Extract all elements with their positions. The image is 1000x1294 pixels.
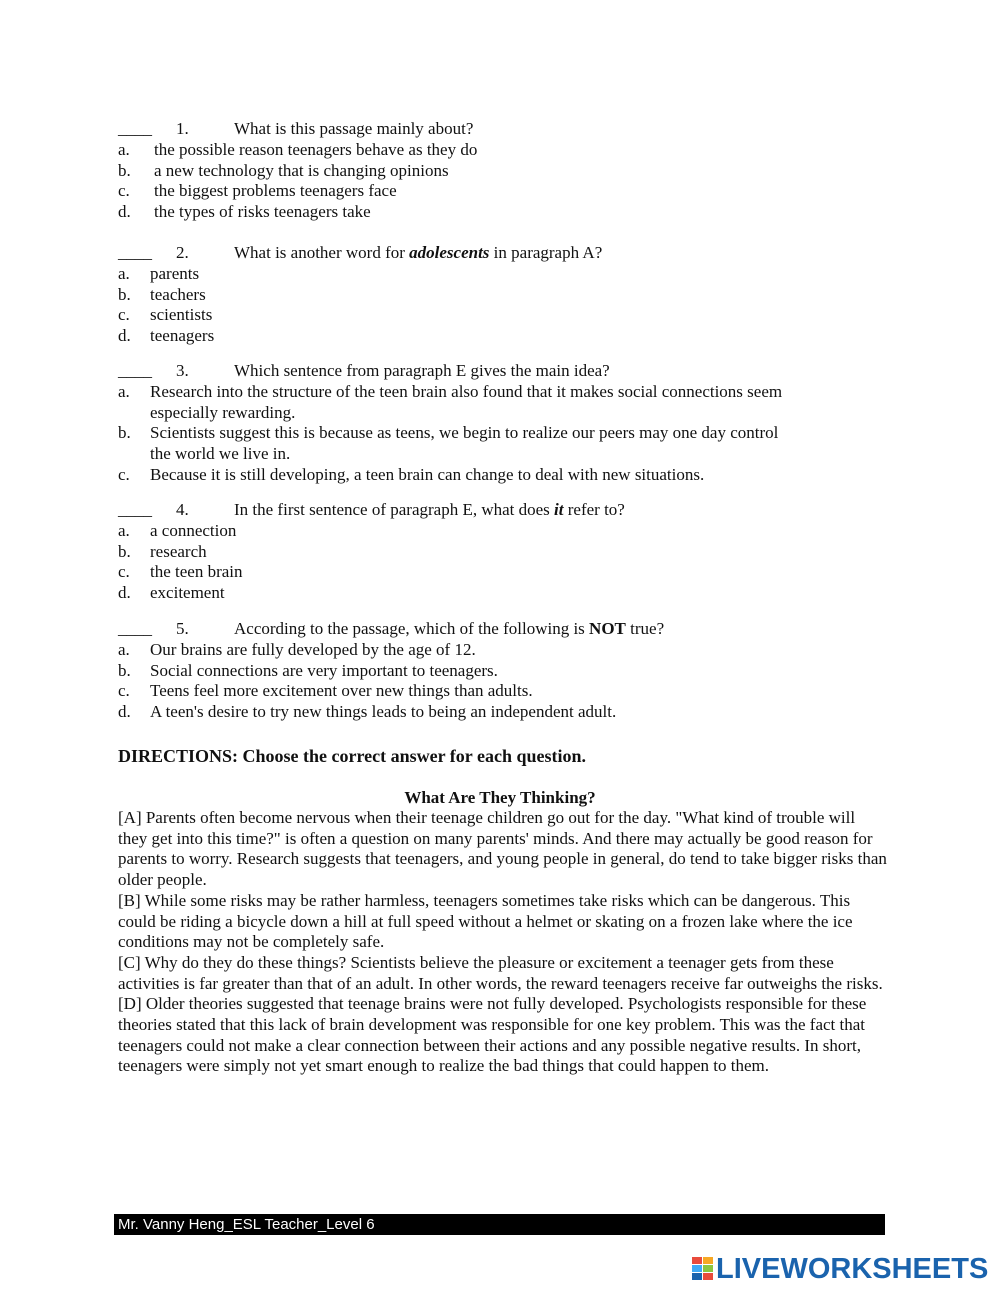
- option-letter: a.: [118, 140, 130, 159]
- paragraph-d: [D] Older theories suggested that teenage brains were not fully developed. Psychologists responsible for these theories stated that this lack of brain development was responsible for one key problem. This was the fact that teenagers could not make a clear connection between their actions and any possible negative results. In short, teenagers were simply not yet smart enough to realize the bad things that could happen to them.: [118, 994, 867, 1076]
- question-1: [118, 118, 898, 223]
- option-letter: c.: [118, 181, 130, 201]
- answer-blank[interactable]: ____: [118, 361, 152, 380]
- answer-blank[interactable]: ____: [118, 500, 152, 519]
- option-b[interactable]: [118, 661, 898, 682]
- option-text: Social connections are very important to teenagers.: [150, 660, 498, 680]
- brand-name: LIVEWORKSHEETS: [716, 1252, 989, 1285]
- question-2: [118, 242, 898, 347]
- emphasized-word: it: [554, 500, 564, 519]
- option-c[interactable]: [118, 181, 898, 202]
- option-text: Our brains are fully developed by the age of 12.: [150, 640, 476, 659]
- option-c[interactable]: [118, 562, 898, 583]
- option-letter: d.: [118, 326, 131, 346]
- option-a[interactable]: [118, 140, 898, 161]
- liveworksheets-logo-icon: [692, 1257, 714, 1281]
- option-text: Teens feel more excitement over new things than adults.: [150, 681, 533, 701]
- question-4-line: [118, 499, 898, 521]
- question-prompt-end: refer to?: [563, 500, 625, 519]
- reading-passage: [118, 808, 888, 1077]
- option-a[interactable]: [118, 382, 798, 423]
- logo-block: [692, 1273, 702, 1280]
- logo-block: [692, 1257, 702, 1264]
- question-5-line: [118, 618, 898, 640]
- option-letter: d.: [118, 583, 131, 603]
- option-text: Research into the structure of the teen brain also found that it makes social connections seem especially rewarding.: [150, 382, 783, 422]
- question-prompt: What is this passage mainly about?: [234, 119, 474, 138]
- question-prompt: Which sentence from paragraph E gives the main idea?: [234, 361, 610, 380]
- option-text: the biggest problems teenagers face: [154, 181, 397, 201]
- option-b[interactable]: [118, 285, 898, 306]
- question-3: [118, 360, 798, 486]
- footer-text: Mr. Vanny Heng_ESL Teacher_Level 6: [118, 1216, 375, 1233]
- question-number: 2.: [176, 243, 189, 262]
- option-a[interactable]: [118, 521, 898, 542]
- option-d[interactable]: [118, 702, 898, 723]
- option-text: Because it is still developing, a teen brain can change to deal with new situations.: [150, 464, 705, 484]
- option-letter: a.: [118, 640, 130, 659]
- option-c[interactable]: [118, 305, 898, 326]
- option-text: scientists: [150, 305, 213, 325]
- option-d[interactable]: [118, 583, 898, 604]
- option-text: research: [150, 541, 207, 561]
- option-letter: b.: [118, 541, 131, 561]
- option-b[interactable]: [118, 423, 798, 464]
- paragraph-c: [C] Why do they do these things? Scientists believe the pleasure or excitement a teenager gets from these activities is far greater than that of an adult. In other words, the reward teenagers receive far outweighs the risks.: [118, 952, 883, 993]
- option-letter: b.: [118, 160, 131, 180]
- option-letter: a.: [118, 521, 130, 540]
- question-prompt-end: true?: [625, 619, 665, 638]
- option-letter: d.: [118, 702, 131, 722]
- option-text: Scientists suggest this is because as teens, we begin to realize our peers may one day control the world we live in.: [150, 423, 779, 464]
- question-prompt: According to the passage, which of the following is: [234, 619, 590, 638]
- liveworksheets-brand[interactable]: [692, 1252, 988, 1286]
- question-prompt: What is another word for: [234, 243, 410, 262]
- option-text: the teen brain: [150, 562, 243, 582]
- option-letter: b.: [118, 423, 131, 443]
- question-number: 3.: [176, 361, 189, 380]
- logo-block: [703, 1273, 713, 1280]
- option-letter: c.: [118, 305, 130, 325]
- emphasized-word: adolescents: [409, 243, 490, 262]
- option-text: the possible reason teenagers behave as they do: [154, 140, 478, 159]
- option-text: the types of risks teenagers take: [154, 202, 371, 222]
- option-letter: c.: [118, 681, 130, 701]
- question-2-line: [118, 242, 898, 264]
- question-number: 1.: [176, 119, 189, 138]
- paragraph-a: [A] Parents often become nervous when their teenage children go out for the day. "What kind of trouble will they get into this time?" is often a question on many parents' minds. And there may actually be good reason for parents to worry. Research suggests that teenagers, and young people in general, do tend to take bigger risks than older people.: [118, 808, 887, 890]
- logo-block: [703, 1257, 713, 1264]
- question-1-line: [118, 118, 898, 140]
- question-3-line: [118, 360, 798, 382]
- option-text: a connection: [150, 521, 237, 540]
- option-d[interactable]: [118, 326, 898, 347]
- option-text: excitement: [150, 583, 225, 603]
- question-prompt: In the first sentence of paragraph E, what does: [234, 500, 555, 519]
- logo-block: [703, 1265, 713, 1272]
- option-d[interactable]: [118, 202, 898, 223]
- option-a[interactable]: [118, 264, 898, 285]
- footer-bar: [114, 1214, 885, 1235]
- passage-title: What Are They Thinking?: [404, 788, 596, 807]
- option-text: teenagers: [150, 326, 215, 346]
- option-a[interactable]: [118, 640, 898, 661]
- option-text: a new technology that is changing opinions: [154, 160, 449, 180]
- option-text: parents: [150, 264, 200, 283]
- option-text: A teen's desire to try new things leads to being an independent adult.: [150, 702, 617, 722]
- question-4: [118, 499, 898, 604]
- question-5: [118, 618, 898, 723]
- option-letter: c.: [118, 562, 130, 582]
- logo-block: [692, 1265, 702, 1272]
- option-text: teachers: [150, 284, 206, 304]
- answer-blank[interactable]: ____: [118, 619, 152, 638]
- option-letter: c.: [118, 464, 130, 484]
- option-b[interactable]: [118, 161, 898, 182]
- question-number: 5.: [176, 619, 189, 638]
- paragraph-b: [B] While some risks may be rather harmless, teenagers sometimes take risks which can be dangerous. This could be riding a bicycle down a hill at full speed without a helmet or skating on a frozen lake where the ice conditions may not be completely safe.: [118, 890, 853, 952]
- option-c[interactable]: [118, 681, 898, 702]
- emphasized-word: NOT: [589, 619, 626, 638]
- option-letter: b.: [118, 660, 131, 680]
- option-b[interactable]: [118, 542, 898, 563]
- option-letter: d.: [118, 202, 131, 222]
- question-prompt-end: in paragraph A?: [489, 243, 603, 262]
- option-c[interactable]: [118, 465, 798, 486]
- directions-heading: DIRECTIONS: Choose the correct answer for each question.: [118, 746, 586, 766]
- answer-blank[interactable]: ____: [118, 119, 152, 138]
- question-number: 4.: [176, 500, 189, 519]
- answer-blank[interactable]: ____: [118, 243, 152, 262]
- option-letter: b.: [118, 284, 131, 304]
- option-letter: a.: [118, 264, 130, 283]
- option-letter: a.: [118, 382, 130, 401]
